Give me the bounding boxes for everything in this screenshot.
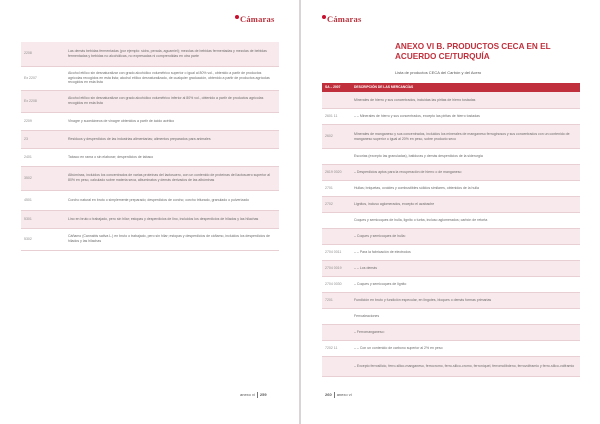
tariff-code: 2601 11 [322,109,351,125]
table-row [322,261,580,277]
product-description: Tabaco en rama o sin elaborar; desperdicios de tabaco [65,148,279,166]
tariff-code [322,325,351,341]
table-row [322,181,580,197]
table-row [21,66,279,90]
column-header-code: SA – 2007 [322,83,351,92]
tariff-code: 2704 0019 [322,261,351,277]
camaras-logo [235,14,274,24]
logo-text: Cámaras [327,14,362,24]
tariff-code [322,357,351,377]
table-row [21,190,279,210]
page-number: 259 [259,392,267,398]
logo-text: Cámaras [240,14,275,24]
product-description: – Coques y semicoques de lignito [351,277,580,293]
product-description: Lignitos, incluso aglomerados, excepto el azabache [351,197,580,213]
tariff-code: 4501 [21,190,65,210]
tariff-code [322,229,351,245]
tariff-code: 3502 [21,166,65,190]
left-product-table [21,42,279,251]
tariff-code: 2209 [21,112,65,130]
product-description: Minerales de manganeso y sus concentrados, incluidos los minerales de manganeso ferruginosos y sus concentrados con un contenido de manganeso superior o igual al 20% en peso, sobre producto seco [351,125,580,149]
tariff-code [322,213,351,229]
tariff-code: Ex 2208 [21,90,65,112]
tariff-code: 2704 0030 [322,277,351,293]
product-description: Alcohol etílico sin desnaturalizar con grado alcohólico volumétrico superior o igual al 80% vol., obtenido a partir de productos agrícolas recogidos en esta lista; alcohol etílico desnaturalizado, de cualquier graduación, obtenido a partir de productos agrícolas recogidos en esta lista [65,66,279,90]
table-row [322,197,580,213]
tariff-code: 2704 0011 [322,245,351,261]
product-description: Hullas; briquetas, ovoides y combustibles sólidos similares, obtenidos de la hulla [351,181,580,197]
logo-mark-icon [322,15,326,19]
tariff-code [322,92,351,109]
product-description: – – Minerales de hierro y sus concentrados, excepto las piritas de hierro tostadas [351,109,580,125]
product-description: – – Para la fabricación de electrodos [351,245,580,261]
product-description: – Coques y semicoques de hulla: [351,229,580,245]
product-description: Albúminas, incluidos los concentrados de varias proteínas del lactosuero, con un contenido de proteínas del lactosuero superior al 80% en peso, calculado sobre materia seca, albuminatos y demás derivados de las albúminas [65,166,279,190]
table-row [21,148,279,166]
right-page [301,0,600,424]
product-description: Residuos y desperdicios de las industrias alimentarias; alimentos preparados para animales [65,130,279,148]
table-row [322,92,580,109]
tariff-code: 2619 0020 [322,165,351,181]
table-row [21,166,279,190]
table-row [322,165,580,181]
product-description: Cáñamo (Cannabis sativa L.) en bruto o trabajado, pero sin hilar; estopas y desperdicios de cáñamo, incluidos los desperdicios de hilados y las hilachas [65,228,279,250]
product-description: Escorias (excepto las granuladas), batiduras y demás desperdicios de la siderurgia [351,149,580,165]
ceca-product-table [322,83,580,377]
table-row [322,341,580,357]
product-description: – Excepto ferrosilicio, ferro-silico-manganeso, ferrocromo, ferro-silico-cromo, ferroníquel, ferromolibdeno, ferrovolframio y ferro-silico-volframio [351,357,580,377]
footer-section-label: anexo vi [336,392,352,398]
table-row [21,90,279,112]
footer-section-label: anexo vi [240,392,255,398]
table-row [21,210,279,228]
tariff-code [322,309,351,325]
camaras-logo [322,14,361,24]
table-row [322,357,580,377]
right-page-footer [325,392,352,398]
table-header-row [322,83,580,92]
table-row [322,229,580,245]
product-description: Fundición en bruto y fundición especular, en lingotes, bloques o demás formas primarias [351,293,580,309]
tariff-code: 2701 [322,181,351,197]
product-description: Coques y semicoques de hulla, lignito o turba, incluso aglomerados; carbón de retorta [351,213,580,229]
table-row [21,130,279,148]
tariff-code: 2401 [21,148,65,166]
tariff-code: 5301 [21,210,65,228]
product-description: Las demás bebidas fermentadas (por ejemplo: sidra, perada, aguamiel); mezclas de bebidas fermentadas y mezclas de bebidas fermentadas y bebidas no alcohólicas, no expresadas ni comprendidas en otra parte [65,42,279,66]
table-row [322,325,580,341]
table-row [322,125,580,149]
tariff-code: 2208 [21,42,65,66]
product-description: – – Con un contenido de carbono superior al 2% en peso [351,341,580,357]
table-row [322,213,580,229]
page-subtitle: Lista de productos CECA del Carbón y del Acero [395,70,482,75]
product-description: Alcohol etílico sin desnaturalizar con grado alcohólico volumétrico inferior al 80% vol., obtenido a partir de productos agrícolas recogidos en esta lista [65,90,279,112]
column-header-description: DESCRIPCIÓN DE LAS MERCANCÍAS [351,83,580,92]
table-row [322,277,580,293]
product-description: – – Los demás [351,261,580,277]
product-description: – Desperdicios aptos para la recuperación de hierro o de manganeso [351,165,580,181]
product-description: Corcho natural en bruto o simplemente preparado; desperdicios de corcho; corcho triturado, granulado o pulverizado [65,190,279,210]
table-row [322,309,580,325]
tariff-code [322,149,351,165]
product-description: – Ferromanganeso: [351,325,580,341]
product-description: Minerales de hierro y sus concentrados, incluidas las piritas de hierro tostadas [351,92,580,109]
tariff-code: 2602 [322,125,351,149]
tariff-code: 23 [21,130,65,148]
product-description: Vinagre y sucedáneos de vinagre obtenidos a partir de ácido acético [65,112,279,130]
left-page [0,0,299,424]
table-row [322,109,580,125]
product-description: Lino en bruto o trabajado, pero sin hilar; estopas y desperdicios de lino, incluidos los desperdicios de hilados y las hilachas [65,210,279,228]
table-row [322,149,580,165]
logo-mark-icon [235,15,239,19]
page-number: 260 [325,392,332,398]
left-page-footer [240,392,267,398]
table-row [322,245,580,261]
product-description: Ferroaleaciones [351,309,580,325]
table-row [322,293,580,309]
table-row [21,42,279,66]
page-title: ANEXO VI B. PRODUCTOS CECA EN EL ACUERDO CE/TURQUÍA [395,42,551,61]
tariff-code: Ex 2207 [21,66,65,90]
table-row [21,112,279,130]
tariff-code: 2702 [322,197,351,213]
tariff-code: 5302 [21,228,65,250]
tariff-code: 7202 11 [322,341,351,357]
table-row [21,228,279,250]
tariff-code: 7201 [322,293,351,309]
